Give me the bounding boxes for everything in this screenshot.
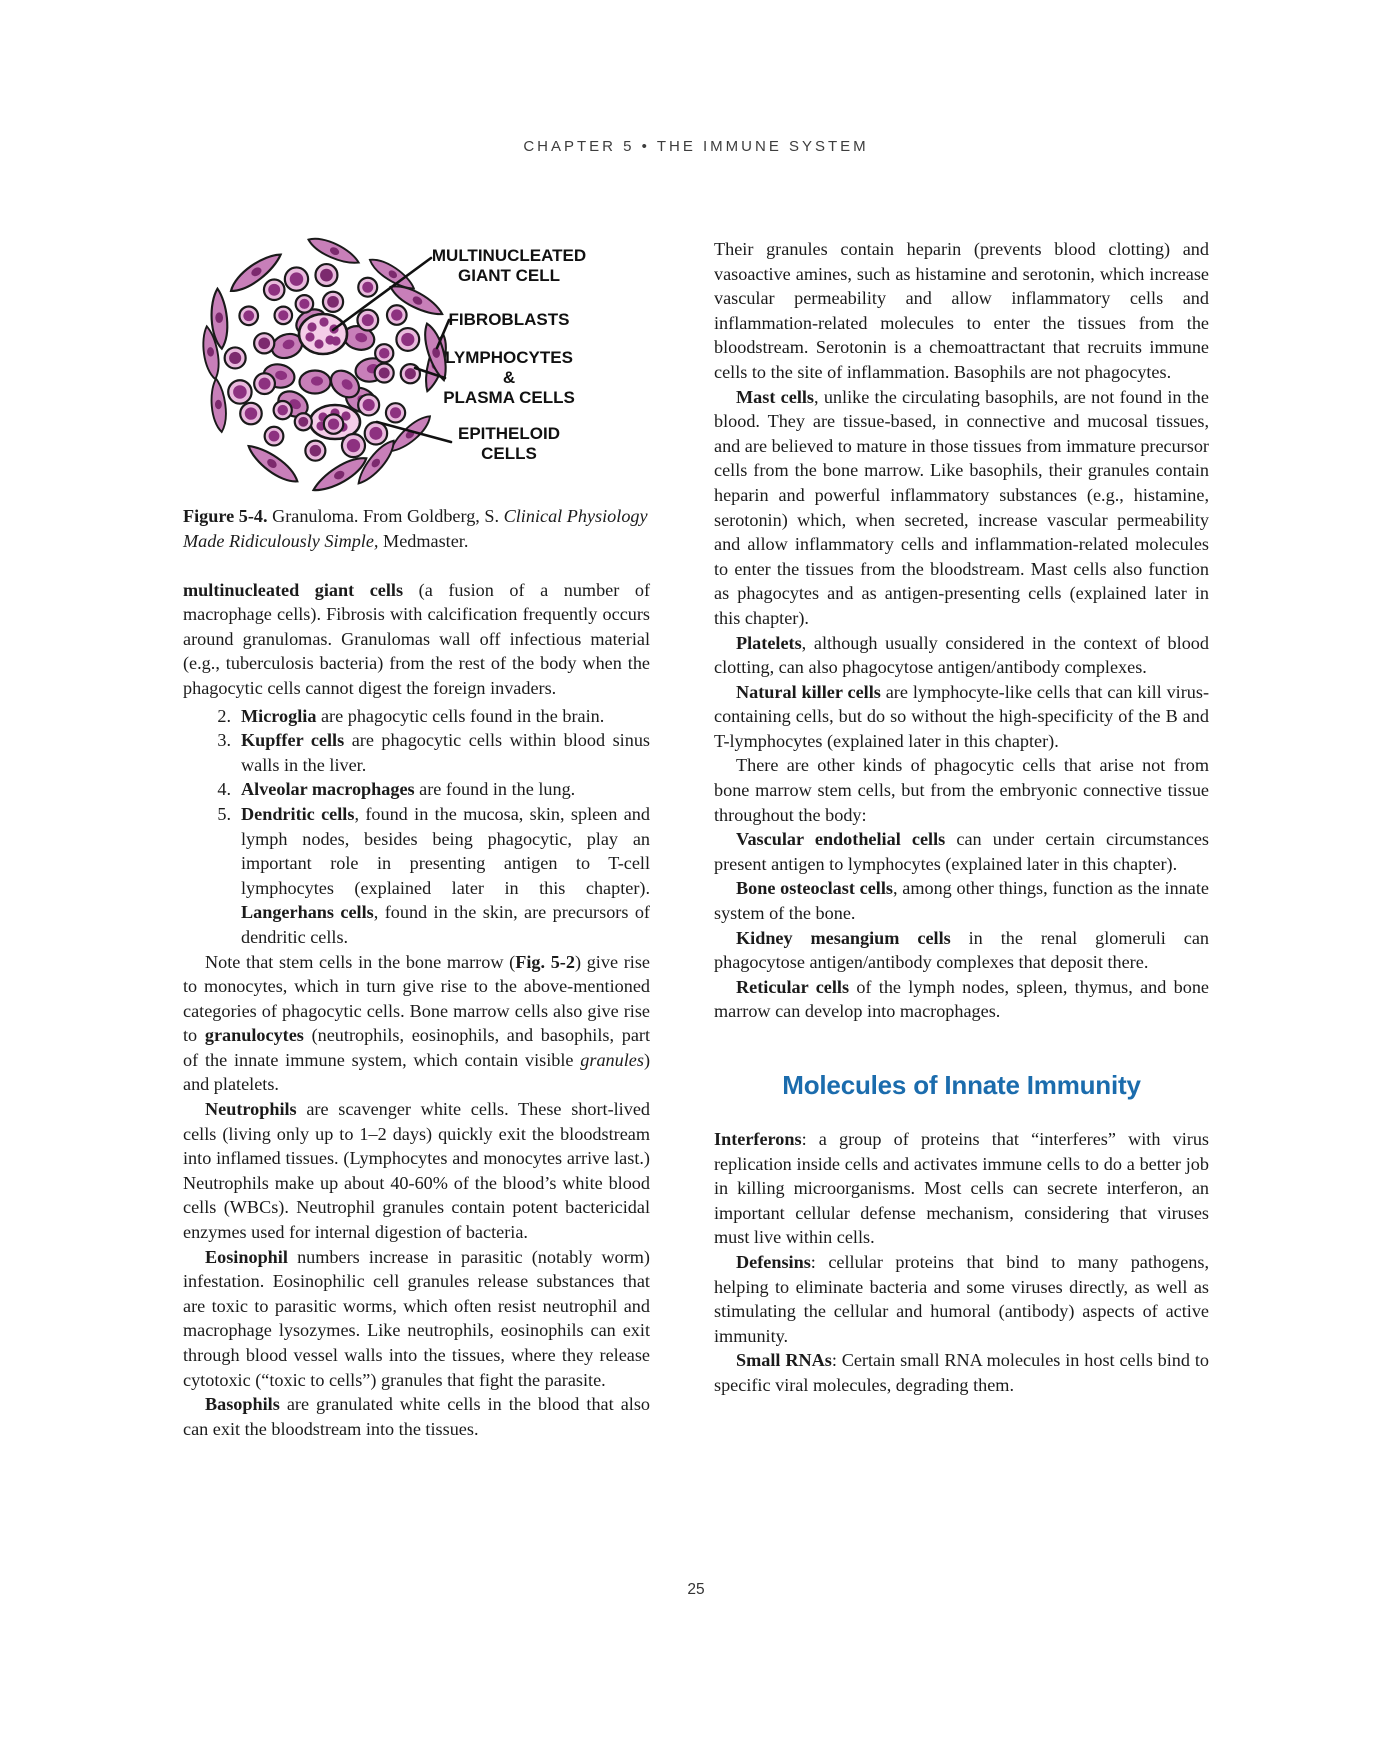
paragraph: Neutrophils are scavenger white cells. These short-lived cells (living only up to 1–2 days) quickly exit the bloodstream into inflamed tissues. (Lymphocytes and monocytes arrive last.) Neutrophils make up about 40-60% of the blood’s white blood cells (WBCs). Neutrophil granules contain potent bactericidal enzymes used for internal digestion of bacteria.: [183, 1099, 650, 1243]
lymphocyte-cell: [323, 292, 343, 312]
lymphocyte-cell: [275, 307, 293, 325]
page-number: 25: [687, 1581, 705, 1598]
lymphocyte-cell: [285, 267, 308, 290]
figure-label-line: EPITHELOID: [457, 424, 560, 443]
paragraph: Defensins: cellular proteins that bind to many pathogens, helping to eliminate bacteria and some viruses directly, as well as stimulating the cellular and humoral (antibody) aspects of active immunity.: [714, 1251, 1209, 1346]
paragraph: Platelets, although usually considered in the context of blood clotting, can also phagocytose antigen/antibody complexes.: [714, 632, 1209, 678]
lymphocyte-cell: [305, 441, 325, 461]
paragraph: Natural killer cells are lymphocyte-like cells that can kill virus-containing cells, but do so without the high-specificity of the B and T-lymphocytes (explained later in this chapter).: [714, 681, 1209, 751]
list-item-text: Kupffer cells are phagocytic cells within blood sinus walls in the liver.: [241, 730, 650, 775]
lymphocyte-cell: [375, 364, 394, 383]
paragraph: Kidney mesangium cells in the renal glomeruli can phagocytose antigen/antibody complexes that deposit there.: [714, 927, 1209, 973]
figure-label-line: MULTINUCLEATED: [431, 246, 587, 265]
lymphocyte-cell: [358, 278, 377, 297]
paragraph: Bone osteoclast cells, among other things, function as the innate system of the bone.: [714, 878, 1209, 924]
lymphocyte-cell: [254, 333, 274, 353]
list-number: 2.: [217, 705, 231, 726]
paragraph: There are other kinds of phagocytic cells that arise not from bone marrow stem cells, but from the embryonic connective tissue throughout the body:: [714, 755, 1209, 825]
list-item: [183, 802, 650, 950]
list-item-text: Alveolar macrophages are found in the lung.: [241, 779, 576, 800]
lymphocyte-cell: [295, 413, 312, 430]
lymphocyte-cell: [315, 264, 337, 286]
figure-label-multinucleated-giant-cell: [423, 246, 595, 286]
paragraph: multinucleated giant cells (a fusion of a number of macrophage cells). Fibrosis with calcification frequently occurs around granulomas. Granulomas wall off infectious material (e.g., tuberculosis bacteria) from the rest of the body when the phagocytic cells cannot digest the foreign invaders.: [183, 579, 651, 698]
lymphocyte-cell: [239, 306, 258, 325]
figure-label-epitheloid-cells: [423, 424, 595, 464]
paragraph: Note that stem cells in the bone marrow (Fig. 5-2) give rise to monocytes, which in turn give rise to the above-mentioned categories of phagocytic cells. Bone marrow cells also give rise to granulocytes (neutrophils, eosinophils, and basophils, part of the innate immune system, which contain visible granules) and platelets.: [183, 951, 650, 1095]
lymphocyte-cell: [375, 344, 393, 362]
lymphocyte-cell: [386, 403, 405, 422]
lymphocyte-cell: [254, 373, 275, 394]
figure-label-line: PLASMA CELLS: [443, 388, 575, 407]
paragraph: Interferons: a group of proteins that “interferes” with virus replication inside cells and activates immune cells to do a better job in killing microorganisms. Most cells can secrete interferon, an important cellular defense mechanism, considering that viruses must live within cells.: [714, 1129, 1209, 1248]
figure-caption: Figure 5-4. Granuloma. From Goldberg, S. Clinical Physiology Made Ridiculously Simple, Medmaster.: [183, 506, 648, 551]
figure-granuloma: [183, 230, 650, 554]
paragraph: Small RNAs: Certain small RNA molecules in host cells bind to specific viral molecules, degrading them.: [714, 1350, 1209, 1395]
figure-label-line: CELLS: [481, 444, 537, 463]
fibroblast-cell: [211, 378, 226, 432]
left-column: [183, 230, 650, 1441]
paragraph: Vascular endothelial cells can under certain circumstances present antigen to lymphocytes (explained later in this chapter).: [714, 829, 1210, 874]
figure-label-line: LYMPHOCYTES: [445, 348, 573, 367]
lymphocyte-cell: [265, 427, 284, 446]
left-column-text: [183, 578, 650, 1442]
list-number: 4.: [217, 779, 231, 800]
list-number: 5.: [217, 803, 231, 824]
right-column: [714, 237, 1209, 1398]
paragraph: Eosinophil numbers increase in parasitic (notably worm) infestation. Eosinophilic cell granules release substances that are toxic to parasitic worms, which often resist neutrophil and macrophage lysozymes. Like neutrophils, eosinophils can exit through blood vessel walls into the tissues, where they release cytotoxic (“toxic to cells”) granules that fight the parasite.: [183, 1246, 650, 1390]
epitheloid-cell: [300, 371, 331, 394]
figure-label-line: GIANT CELL: [458, 266, 560, 285]
paragraph: Mast cells, unlike the circulating basophils, are not found in the blood. They are tissue-based, in connective and mucosal tissues, and are believed to mature in those tissues from immature precursor cells from the bone marrow. Like basophils, their granules contain heparin and powerful inflammatory substances (e.g., histamine, serotonin) which, when secreted, increase vascular permeability and allow inflammatory cells and inflammation-related molecules to enter the tissues from the bloodstream. Mast cells also function as phagocytes and as antigen-presenting cells (explained later in this chapter).: [714, 386, 1209, 628]
list-item-text: Microglia are phagocytic cells found in the brain.: [241, 705, 605, 726]
lymphocyte-cell: [342, 434, 365, 457]
lymphocyte-cell: [240, 403, 262, 425]
lymphocyte-cell: [274, 401, 292, 419]
figure-label-fibroblasts: [423, 310, 595, 330]
lymphocyte-cell: [387, 305, 407, 325]
lymphocyte-cell: [264, 280, 285, 301]
lymphocyte-cell: [396, 328, 419, 351]
lymphocyte-cell: [228, 380, 251, 403]
right-column-text: [714, 237, 1209, 1398]
list-item: [183, 704, 650, 729]
lymphocyte-cell: [357, 310, 378, 331]
lymphocyte-cell: [296, 295, 314, 313]
lymphocyte-cell: [225, 347, 246, 368]
figure-label-line: FIBROBLASTS: [448, 310, 570, 329]
list-number: 3.: [217, 730, 231, 751]
list-item-text: Dendritic cells, found in the mucosa, skin, spleen and lymph nodes, besides being phagocytic, play an important role in presenting antigen to T-cell lymphocytes (explained later in this chapter). Langerhans cells, found in the skin, are precursors of dendritic cells.: [241, 803, 650, 947]
paragraph: Their granules contain heparin (prevents blood clotting) and vasoactive amines, such as histamine and serotonin, which increase vascular permeability and allow inflammatory cells and inflammation-related molecules to enter the tissues from the bloodstream. Serotonin is a chemoattractant that recruits immune cells to the site of inflammation. Basophils are not phagocytes.: [714, 239, 1209, 382]
section-heading: Molecules of Innate Immunity: [782, 1070, 1141, 1100]
running-header: CHAPTER 5 • THE IMMUNE SYSTEM: [523, 138, 869, 155]
paragraph: Reticular cells of the lymph nodes, spleen, thymus, and bone marrow can develop into macrophages.: [714, 976, 1209, 1022]
fibroblast-cell: [306, 231, 361, 270]
paragraph: Basophils are granulated white cells in the blood that also can exit the bloodstream into the tissues.: [183, 1394, 650, 1439]
figure-label-lymphocytes-plasma-cells: [423, 348, 595, 408]
figure-label-line: &: [502, 368, 516, 387]
list-item: [183, 728, 650, 777]
lymphocyte-cell: [358, 394, 379, 415]
list-item: [183, 777, 650, 802]
multinucleated-giant-cell: [299, 314, 347, 354]
lymphocyte-cell: [324, 414, 343, 433]
lymphocyte-cell: [401, 364, 420, 383]
lymphocyte-cell: [365, 422, 387, 444]
